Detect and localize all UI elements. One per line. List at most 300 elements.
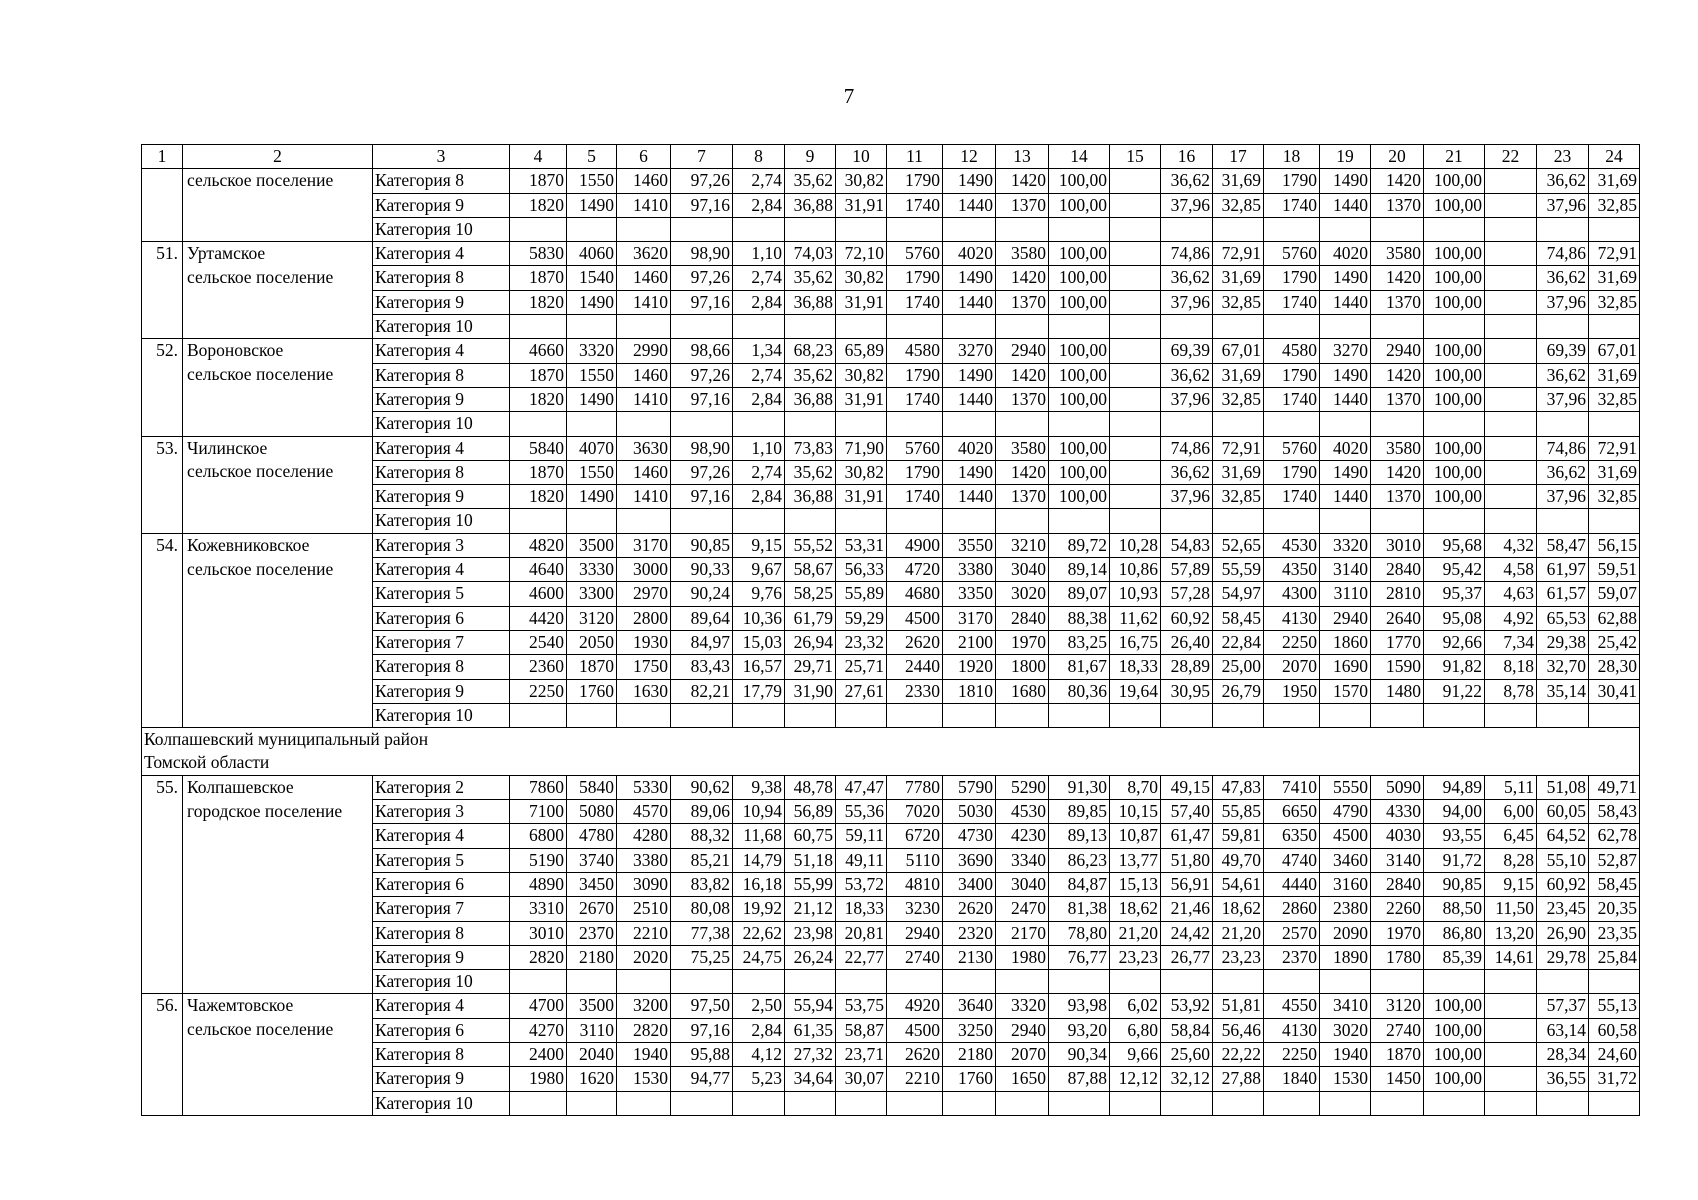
value-cell: 3630 [617,436,671,460]
value-cell [733,315,785,339]
value-cell: 89,85 [1049,800,1110,824]
value-cell: 24,42 [1161,921,1213,945]
value-cell: 59,07 [1589,582,1640,606]
value-cell: 86,23 [1049,848,1110,872]
value-cell: 2,74 [733,363,785,387]
value-cell: 5110 [887,848,943,872]
table-row [142,1042,1640,1066]
value-cell [1424,509,1485,533]
value-cell: 14,79 [733,848,785,872]
value-cell: 55,89 [836,582,887,606]
settlement-name: сельское поселение [183,266,373,290]
value-cell: 1760 [567,679,617,703]
value-cell: 6800 [510,824,567,848]
value-cell: 5550 [1320,775,1371,799]
value-cell: 5760 [1264,436,1320,460]
value-cell: 2940 [1320,606,1371,630]
category-label: Категория 8 [373,266,510,290]
value-cell: 88,38 [1049,606,1110,630]
value-cell [1320,1091,1371,1115]
value-cell [733,1091,785,1115]
value-cell: 74,86 [1161,436,1213,460]
value-cell: 2940 [996,1018,1049,1042]
value-cell [1485,387,1537,411]
value-cell: 100,00 [1049,339,1110,363]
value-cell [996,315,1049,339]
row-number [142,582,183,606]
value-cell [1485,994,1537,1018]
value-cell [1537,703,1589,727]
value-cell: 6650 [1264,800,1320,824]
value-cell: 36,62 [1537,169,1589,193]
value-cell: 9,15 [1485,872,1537,896]
value-cell [1371,1091,1424,1115]
value-cell: 4060 [567,242,617,266]
category-label: Категория 8 [373,169,510,193]
value-cell: 2380 [1320,897,1371,921]
value-cell: 56,15 [1589,533,1640,557]
value-cell [836,315,887,339]
value-cell: 2620 [943,897,996,921]
value-cell: 89,07 [1049,582,1110,606]
category-label: Категория 8 [373,363,510,387]
value-cell: 31,69 [1213,169,1264,193]
value-cell: 1490 [1320,266,1371,290]
value-cell: 36,62 [1161,266,1213,290]
value-cell: 1490 [567,485,617,509]
value-cell: 2970 [617,582,671,606]
value-cell: 3320 [567,339,617,363]
value-cell [836,217,887,241]
value-cell: 37,96 [1537,290,1589,314]
value-cell: 17,79 [733,679,785,703]
value-cell [996,1091,1049,1115]
value-cell: 1920 [943,655,996,679]
value-cell: 32,85 [1213,193,1264,217]
value-cell [836,509,887,533]
value-cell: 5840 [510,436,567,460]
value-cell: 5190 [510,848,567,872]
value-cell: 4580 [1264,339,1320,363]
value-cell: 10,87 [1110,824,1161,848]
value-cell: 4020 [943,436,996,460]
value-cell: 2130 [943,945,996,969]
value-cell: 93,55 [1424,824,1485,848]
value-cell: 2620 [887,1042,943,1066]
table-row [142,436,1640,460]
value-cell [887,217,943,241]
value-cell: 51,18 [785,848,836,872]
value-cell: 5290 [996,775,1049,799]
row-number [142,921,183,945]
value-cell [1049,412,1110,436]
value-cell: 25,60 [1161,1042,1213,1066]
category-label: Категория 10 [373,509,510,533]
row-number: 53. [142,436,183,460]
value-cell [887,1091,943,1115]
row-number [142,970,183,994]
value-cell: 9,76 [733,582,785,606]
value-cell: 6,80 [1110,1018,1161,1042]
column-header-23: 23 [1537,145,1589,169]
value-cell [617,703,671,727]
value-cell: 2990 [617,339,671,363]
value-cell: 23,45 [1537,897,1589,921]
value-cell: 10,93 [1110,582,1161,606]
value-cell: 2320 [943,921,996,945]
value-cell: 36,88 [785,485,836,509]
value-cell: 31,90 [785,679,836,703]
value-cell: 1420 [1371,460,1424,484]
value-cell: 2210 [887,1067,943,1091]
settlement-name: городское поселение [183,800,373,824]
value-cell: 91,22 [1424,679,1485,703]
value-cell: 58,45 [1589,872,1640,896]
value-cell: 97,26 [671,460,733,484]
value-cell: 1490 [1320,169,1371,193]
value-cell: 4300 [1264,582,1320,606]
value-cell: 1650 [996,1067,1049,1091]
value-cell [1485,217,1537,241]
value-cell [1264,217,1320,241]
value-cell [1485,266,1537,290]
value-cell: 29,71 [785,655,836,679]
value-cell: 26,24 [785,945,836,969]
category-label: Категория 4 [373,994,510,1018]
value-cell: 3340 [996,848,1049,872]
value-cell: 74,03 [785,242,836,266]
value-cell: 84,97 [671,630,733,654]
value-cell: 16,57 [733,655,785,679]
value-cell: 31,69 [1589,363,1640,387]
value-cell: 4920 [887,994,943,1018]
value-cell [617,217,671,241]
value-cell: 25,84 [1589,945,1640,969]
value-cell: 32,85 [1589,193,1640,217]
value-cell: 15,03 [733,630,785,654]
value-cell [1049,703,1110,727]
value-cell: 63,14 [1537,1018,1589,1042]
value-cell: 65,89 [836,339,887,363]
value-cell: 2620 [887,630,943,654]
settlement-name [183,485,373,509]
value-cell [1213,412,1264,436]
value-cell: 3320 [996,994,1049,1018]
value-cell: 32,70 [1537,655,1589,679]
value-cell: 58,45 [1213,606,1264,630]
value-cell: 59,51 [1589,558,1640,582]
value-cell: 3110 [1320,582,1371,606]
value-cell: 74,86 [1161,242,1213,266]
value-cell: 1790 [1264,169,1320,193]
value-cell: 4270 [510,1018,567,1042]
value-cell [1371,703,1424,727]
value-cell: 1,10 [733,242,785,266]
value-cell: 75,25 [671,945,733,969]
value-cell: 93,98 [1049,994,1110,1018]
value-cell: 1460 [617,363,671,387]
value-cell: 55,13 [1589,994,1640,1018]
value-cell: 60,58 [1589,1018,1640,1042]
value-cell [1485,1091,1537,1115]
value-cell: 6,00 [1485,800,1537,824]
table-row [142,582,1640,606]
value-cell: 30,82 [836,460,887,484]
value-cell: 1790 [887,460,943,484]
value-cell: 32,85 [1589,485,1640,509]
value-cell: 3740 [567,848,617,872]
value-cell: 68,23 [785,339,836,363]
value-cell: 3040 [996,872,1049,896]
column-header-16: 16 [1161,145,1213,169]
value-cell [1049,315,1110,339]
value-cell [671,1091,733,1115]
region-header-row [142,728,1640,752]
row-number [142,800,183,824]
value-cell: 37,96 [1161,290,1213,314]
value-cell: 97,16 [671,485,733,509]
value-cell: 100,00 [1424,485,1485,509]
value-cell [1320,703,1371,727]
value-cell: 1970 [1371,921,1424,945]
value-cell: 1550 [567,169,617,193]
value-cell: 94,00 [1424,800,1485,824]
value-cell: 47,47 [836,775,887,799]
value-cell [1110,169,1161,193]
value-cell: 2400 [510,1042,567,1066]
value-cell: 1490 [943,363,996,387]
value-cell: 1740 [887,387,943,411]
value-cell: 1440 [1320,193,1371,217]
value-cell: 2,84 [733,290,785,314]
value-cell: 2370 [567,921,617,945]
value-cell: 2740 [1371,1018,1424,1042]
value-cell: 1740 [1264,193,1320,217]
value-cell: 1,34 [733,339,785,363]
value-cell: 3090 [617,872,671,896]
value-cell [1589,970,1640,994]
value-cell: 3010 [1371,533,1424,557]
settlement-name: Чилинское [183,436,373,460]
value-cell: 49,11 [836,848,887,872]
value-cell: 1410 [617,290,671,314]
category-label: Категория 8 [373,655,510,679]
value-cell: 100,00 [1049,485,1110,509]
value-cell: 2,74 [733,460,785,484]
value-cell [1485,363,1537,387]
value-cell: 31,91 [836,290,887,314]
table-row [142,872,1640,896]
table-row [142,339,1640,363]
value-cell [510,703,567,727]
value-cell: 3270 [943,339,996,363]
value-cell: 2250 [1264,1042,1320,1066]
value-cell: 1870 [510,363,567,387]
value-cell: 3400 [943,872,996,896]
value-cell: 1940 [617,1042,671,1066]
value-cell [996,703,1049,727]
value-cell: 59,81 [1213,824,1264,848]
value-cell: 3140 [1320,558,1371,582]
value-cell: 5760 [887,242,943,266]
value-cell [1424,412,1485,436]
value-cell [1320,217,1371,241]
category-label: Категория 4 [373,339,510,363]
value-cell: 4130 [1264,1018,1320,1042]
row-number [142,193,183,217]
category-label: Категория 10 [373,1091,510,1115]
value-cell: 3580 [1371,436,1424,460]
value-cell: 36,88 [785,290,836,314]
value-cell: 97,16 [671,290,733,314]
value-cell: 19,64 [1110,679,1161,703]
column-header-9: 9 [785,145,836,169]
value-cell: 1490 [943,169,996,193]
value-cell: 32,85 [1213,387,1264,411]
header-row [142,145,1640,169]
value-cell: 1370 [1371,485,1424,509]
category-label: Категория 9 [373,290,510,314]
value-cell [510,970,567,994]
value-cell [1537,217,1589,241]
value-cell: 2,84 [733,193,785,217]
value-cell: 4500 [1320,824,1371,848]
settlement-name [183,945,373,969]
value-cell: 62,78 [1589,824,1640,848]
value-cell: 57,40 [1161,800,1213,824]
value-cell [1110,315,1161,339]
value-cell: 1790 [887,266,943,290]
value-cell: 2170 [996,921,1049,945]
value-cell: 1490 [567,193,617,217]
value-cell: 2570 [1264,921,1320,945]
value-cell [1371,509,1424,533]
value-cell: 8,18 [1485,655,1537,679]
value-cell [836,970,887,994]
value-cell [1110,412,1161,436]
value-cell: 2180 [943,1042,996,1066]
value-cell [1110,290,1161,314]
value-cell [1110,970,1161,994]
value-cell [996,970,1049,994]
table-row [142,387,1640,411]
value-cell: 56,91 [1161,872,1213,896]
value-cell [617,412,671,436]
value-cell: 86,80 [1424,921,1485,945]
row-number [142,412,183,436]
value-cell: 26,94 [785,630,836,654]
value-cell: 4280 [617,824,671,848]
value-cell: 81,67 [1049,655,1110,679]
value-cell: 2,74 [733,266,785,290]
value-cell: 1620 [567,1067,617,1091]
value-cell: 4700 [510,994,567,1018]
row-number [142,1042,183,1066]
settlement-name: Уртамское [183,242,373,266]
value-cell: 89,64 [671,606,733,630]
value-cell: 1420 [996,266,1049,290]
value-cell: 31,69 [1589,266,1640,290]
value-cell: 4420 [510,606,567,630]
settlement-name [183,1042,373,1066]
value-cell: 1820 [510,485,567,509]
value-cell: 52,65 [1213,533,1264,557]
value-cell [1537,315,1589,339]
settlement-name: Чажемтовское [183,994,373,1018]
value-cell [1161,412,1213,436]
column-header-11: 11 [887,145,943,169]
value-cell: 1740 [1264,485,1320,509]
value-cell: 55,99 [785,872,836,896]
value-cell: 2370 [1264,945,1320,969]
value-cell: 97,16 [671,1018,733,1042]
column-header-7: 7 [671,145,733,169]
row-number [142,266,183,290]
value-cell: 27,61 [836,679,887,703]
value-cell: 4900 [887,533,943,557]
value-cell: 1680 [996,679,1049,703]
category-label: Категория 8 [373,921,510,945]
value-cell: 32,85 [1589,387,1640,411]
value-cell: 29,38 [1537,630,1589,654]
value-cell [1161,703,1213,727]
value-cell [617,1091,671,1115]
value-cell: 3380 [943,558,996,582]
value-cell [1110,703,1161,727]
value-cell: 64,52 [1537,824,1589,848]
value-cell: 1740 [1264,290,1320,314]
value-cell: 23,23 [1213,945,1264,969]
value-cell [617,315,671,339]
table-row [142,824,1640,848]
settlement-name [183,290,373,314]
value-cell: 100,00 [1049,266,1110,290]
value-cell: 29,78 [1537,945,1589,969]
column-header-15: 15 [1110,145,1161,169]
value-cell: 21,46 [1161,897,1213,921]
value-cell: 49,15 [1161,775,1213,799]
value-cell: 4730 [943,824,996,848]
settlement-name: сельское поселение [183,169,373,193]
row-number [142,897,183,921]
value-cell [671,970,733,994]
value-cell [1589,703,1640,727]
value-cell [785,509,836,533]
value-cell: 9,66 [1110,1042,1161,1066]
value-cell [510,217,567,241]
value-cell: 1780 [1371,945,1424,969]
value-cell: 1440 [943,485,996,509]
value-cell: 4530 [996,800,1049,824]
category-label: Категория 7 [373,630,510,654]
value-cell [1485,193,1537,217]
value-cell: 100,00 [1424,193,1485,217]
value-cell: 55,85 [1213,800,1264,824]
value-cell [1485,1042,1537,1066]
value-cell [1485,703,1537,727]
column-header-8: 8 [733,145,785,169]
table-row [142,921,1640,945]
value-cell: 59,11 [836,824,887,848]
value-cell: 3200 [617,994,671,1018]
value-cell: 89,13 [1049,824,1110,848]
value-cell: 97,26 [671,363,733,387]
value-cell [1371,970,1424,994]
value-cell: 3170 [617,533,671,557]
value-cell: 1740 [1264,387,1320,411]
table-row [142,800,1640,824]
category-label: Категория 8 [373,460,510,484]
